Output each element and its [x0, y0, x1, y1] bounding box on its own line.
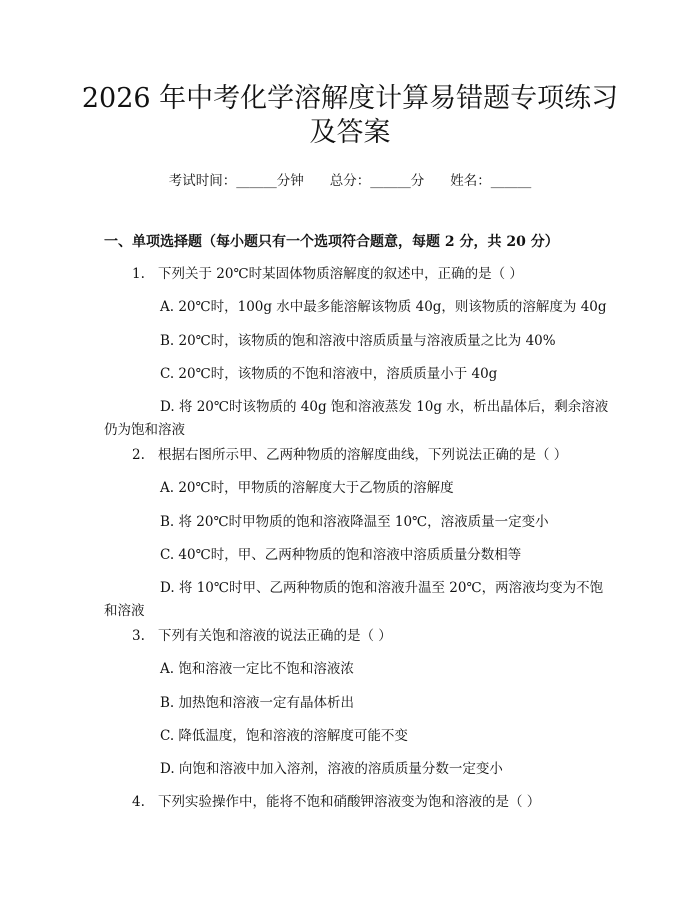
question-2-option-d: D. 将 10℃时甲、乙两种物质的饱和溶液升温至 20℃，两溶液均变为不饱	[160, 580, 604, 596]
question-number: 3.	[132, 628, 145, 644]
question-2-option-c: C. 40℃时，甲、乙两种物质的饱和溶液中溶质质量分数相等	[160, 547, 522, 563]
question-1-option-d: D. 将 20℃时该物质的 40g 饱和溶液蒸发 10g 水，析出晶体后，剩余溶液	[160, 399, 609, 415]
question-text: 下列关于 20℃时某固体物质溶解度的叙述中，正确的是（ ）	[158, 266, 523, 282]
question-number: 2.	[132, 447, 145, 463]
document-title-line2: 及答案	[309, 117, 391, 148]
question-2-option-a: A. 20℃时，甲物质的溶解度大于乙物质的溶解度	[160, 480, 454, 496]
question-number: 1.	[132, 266, 145, 282]
question-4-stem	[132, 790, 540, 810]
document-title-line1: 2026 年中考化学溶解度计算易错题专项练习	[81, 83, 619, 114]
question-1-option-d-cont: 仍为饱和溶液	[104, 422, 185, 438]
total-score-label: 总分：______分	[329, 173, 425, 189]
question-3-option-b: B. 加热饱和溶液一定有晶体析出	[160, 695, 355, 711]
name-label: 姓名：______	[450, 173, 532, 189]
question-3-option-c: C. 降低温度，饱和溶液的溶解度可能不变	[160, 728, 408, 744]
section-heading: 一、单项选择题（每小题只有一个选项符合题意，每题 2 分，共 20 分）	[104, 234, 559, 250]
question-1-stem	[132, 262, 523, 282]
question-3-option-d: D. 向饱和溶液中加入溶剂，溶液的溶质质量分数一定变小	[160, 761, 503, 777]
question-2-option-d-cont: 和溶液	[104, 603, 145, 619]
question-text: 下列实验操作中，能将不饱和硝酸钾溶液变为饱和溶液的是（ ）	[158, 794, 541, 810]
question-3-stem	[132, 624, 392, 644]
question-text: 下列有关饱和溶液的说法正确的是（ ）	[158, 628, 392, 644]
exam-info	[0, 169, 700, 189]
question-text: 根据右图所示甲、乙两种物质的溶解度曲线，下列说法正确的是（ ）	[158, 447, 568, 463]
exam-time-label: 考试时间：______分钟	[168, 173, 304, 189]
question-2-stem	[132, 443, 567, 463]
question-1-option-a: A. 20℃时，100g 水中最多能溶解该物质 40g，则该物质的溶解度为 40g	[160, 299, 607, 315]
question-1-option-b: B. 20℃时，该物质的饱和溶液中溶质质量与溶液质量之比为 40%	[160, 333, 556, 349]
question-2-option-b: B. 将 20℃时甲物质的饱和溶液降温至 10℃，溶液质量一定变小	[160, 514, 549, 530]
question-3-option-a: A. 饱和溶液一定比不饱和溶液浓	[160, 661, 354, 677]
question-1-option-c: C. 20℃时，该物质的不饱和溶液中，溶质质量小于 40g	[160, 366, 498, 382]
question-number: 4.	[132, 794, 145, 810]
